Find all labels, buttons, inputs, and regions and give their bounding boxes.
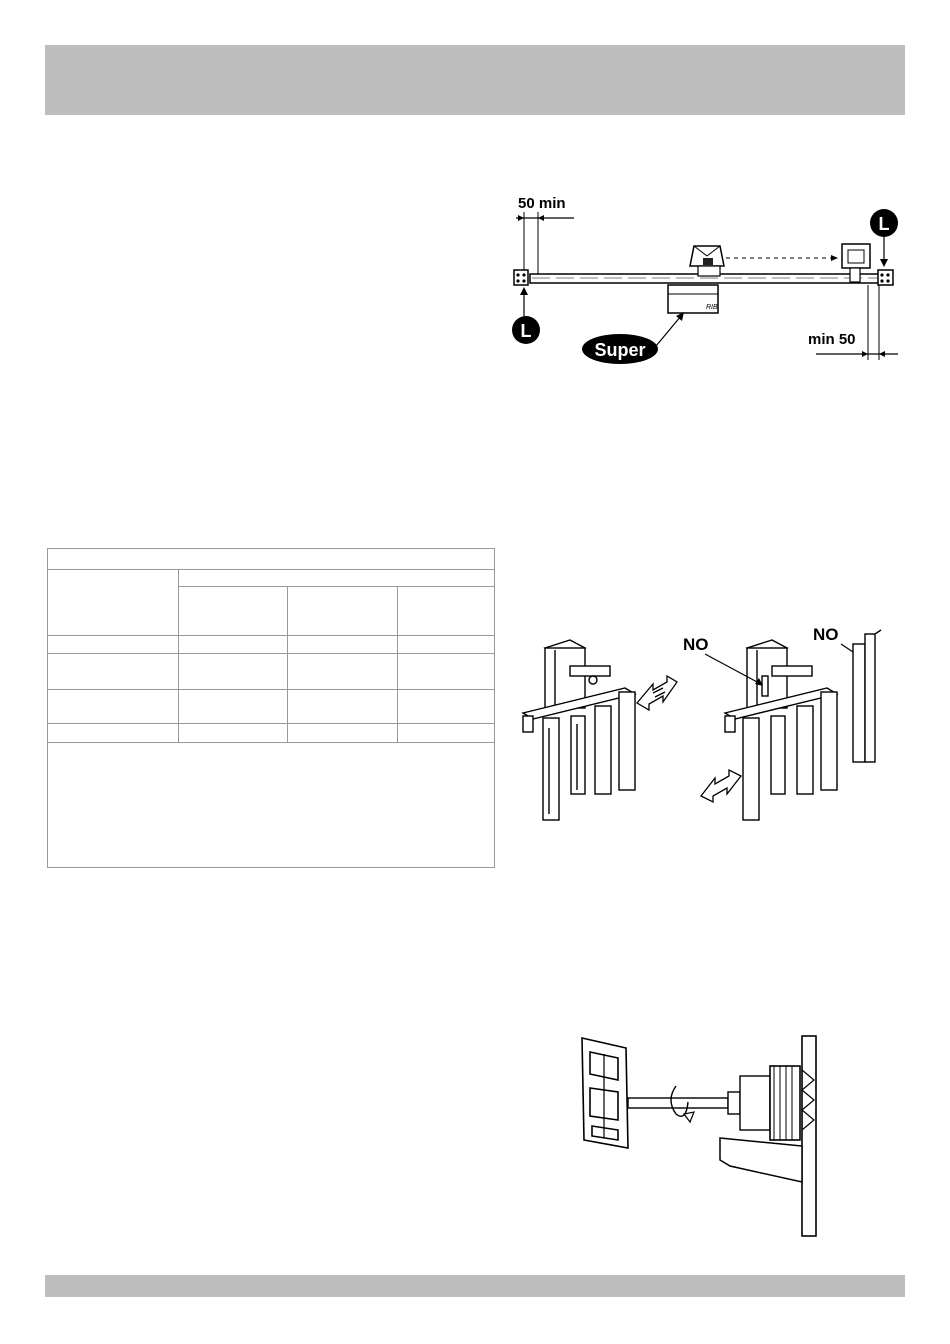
header-bar	[45, 45, 905, 115]
warning-no-label: NO	[683, 635, 709, 654]
gate-installation-figure	[515, 618, 895, 828]
marker-right-icon	[870, 209, 898, 237]
specification-table	[47, 548, 495, 868]
track-installation-figure	[498, 188, 903, 378]
release-knob-figure	[570, 1030, 840, 1240]
marker-left-label: L	[520, 321, 532, 341]
key-mark: RIB	[570, 1030, 572, 1031]
marker-right-label: L	[878, 214, 890, 234]
carriage-mark: RIB	[706, 304, 718, 311]
super-callout: Super	[594, 340, 646, 360]
dimension-right-label: min 50	[808, 331, 856, 348]
warning-no-label-2: NO	[813, 625, 839, 644]
footer-bar	[45, 1275, 905, 1297]
dimension-left-label: 50 min	[518, 195, 566, 212]
marker-left-icon	[512, 316, 540, 344]
